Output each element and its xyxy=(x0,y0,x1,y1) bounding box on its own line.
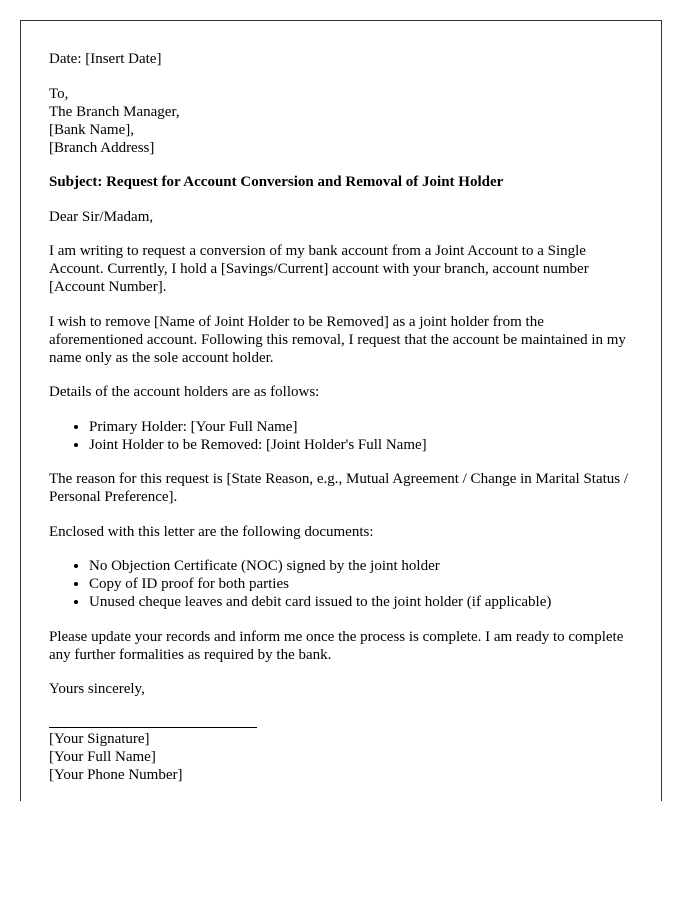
letter xyxy=(20,20,662,801)
recipient-line: [Branch Address] xyxy=(49,139,155,156)
list-item: • No Objection Certificate (NOC) signed by the joint holder xyxy=(89,557,661,575)
list-item: • Copy of ID proof for both parties xyxy=(89,575,661,593)
list-item: • Primary Holder: [Your Full Name] xyxy=(89,418,661,436)
signature-phone: [Your Phone Number] xyxy=(49,767,183,783)
list-item: • Joint Holder to be Removed: [Joint Holder's Full Name] xyxy=(89,436,661,454)
closing: Yours sincerely, xyxy=(49,681,145,697)
recipient-line: [Bank Name], xyxy=(49,121,134,138)
documents-intro: Enclosed with this letter are the following documents: xyxy=(49,523,374,540)
signature-block xyxy=(49,727,257,784)
holders-list xyxy=(49,418,661,454)
paragraph-removal: I wish to remove [Name of Joint Holder to be Removed] as a joint holder from the aforementioned account. Following this removal, I request that the account be maintained in my name only as the sole account holder. xyxy=(49,313,626,366)
date-line: Date: [Insert Date] xyxy=(49,51,162,67)
subject-line: Subject: Request for Account Conversion and Removal of Joint Holder xyxy=(49,174,504,190)
closing-paragraph: Please update your records and inform me once the process is complete. I am ready to complete any further formalities as required by the bank. xyxy=(49,628,624,663)
list-item: • Unused cheque leaves and debit card issued to the joint holder (if applicable) xyxy=(89,593,661,611)
documents-list xyxy=(49,557,661,611)
recipient-address xyxy=(49,85,639,157)
salutation: Dear Sir/Madam, xyxy=(49,208,154,225)
recipient-line: The Branch Manager, xyxy=(49,103,180,120)
details-intro: Details of the account holders are as follows: xyxy=(49,384,320,400)
recipient-line: To, xyxy=(49,85,69,102)
paragraph-conversion: I am writing to request a conversion of my bank account from a Joint Account to a Single Account. Currently, I hold a [Savings/Current] account with your branch, account number [Account Number]. xyxy=(49,243,589,295)
signature-name: [Your Full Name] xyxy=(49,749,156,765)
signature-line: [Your Signature] xyxy=(49,731,150,747)
reason-paragraph: The reason for this request is [State Reason, e.g., Mutual Agreement / Change in Marital Status / Personal Preference]. xyxy=(49,471,629,505)
